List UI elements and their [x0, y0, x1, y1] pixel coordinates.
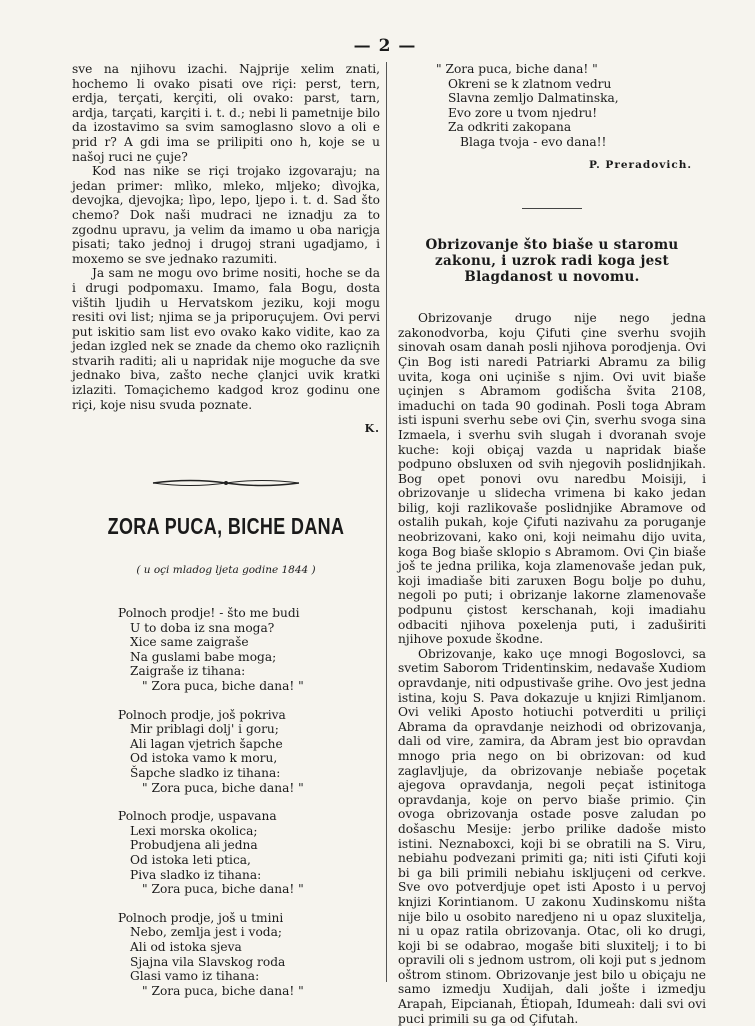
poem-line: Šapche sladko iz tihana: — [130, 765, 281, 780]
poem-refrain: " Zora puca, biche dana! " — [436, 62, 598, 76]
poem-line: Od istoka vamo k moru, — [130, 751, 278, 766]
intro-signature: K. — [364, 422, 380, 436]
poem-refrain: " Zora puca, biche dana! " — [142, 983, 304, 998]
poem-line: Polnoch prodje, još pokriva — [118, 707, 286, 722]
poem-line: Sjajna vila Slavskog roda — [130, 954, 286, 969]
poem-line: U to doba iz sna moga? — [130, 620, 275, 635]
article-title: Obrizovanje što biaše u staromu zakonu, i uzrok radi koga jest Blagdanost u novomu. — [425, 237, 679, 286]
intro-paragraph: Ja sam ne mogu ovo brime nositi, hoche se da i drugi podpomaxu. Imamo, fala Bogu, dosta vištih ljudih u Hervatskom jeziku, koji mogu resiti ovi list; njima se ja priporuçujem. Ovi pervi put iskitio sam list evo ovako kako vidite, kao za jedan izgled nek se znade da chemo oko razliçnih stvarih raditi; ali u napridak nije moguche da sve jednako biva, zašto neche çlanjci uvik kratki izlaziti. Tomaçichemo kadgod kroz godinu one riçi, koje nisu svuda poznate. — [72, 266, 380, 412]
poem-line: Xice same zaigraše — [130, 635, 249, 650]
poem-line: Na guslami babe moga; — [130, 649, 277, 664]
poem-line: Blaga tvoja - evo dana!! — [460, 134, 607, 149]
poem-refrain: " Zora puca, biche dana! " — [142, 679, 304, 693]
poem-line: Polnoch prodje, uspavana — [118, 809, 277, 824]
poem-line: Od istoka leti ptica, — [130, 852, 251, 867]
article-paragraph: Obrizovanje drugo nije nego jedna zakonodvorba, koju Çifuti çine sverhu svojih sinovah osam danah posli njihova porodjenja. Ovi Çin Bog isti naredi Patriarki Abramu za bilig uvita, koga oni uçiniše s njim. Ovi uvit biaše uçinjen s Abramom godišcha švita 2108, imaduchi on tada 90 godinah. Posli toga Abram isti ispuni sverhu sebe ovi Çin, sverhu svoga sina Izmaela, i sverhu svih slugah i dvoranah svoje kuche: koji obiçaj vazda u napridak biaše podpuno obsluxen od svih njegovih poslidnjikah. Bog opet ponovi ovu naredbu Moisiji, i obrizovanje u slidecha vrimena bi kako jedan bilig, koji razlikovaše poslidnjike Abramove od ostalih pukah, koje Çifuti nazivahu za poruganje neobrizovani, kako oni, koji neimahu dijo uvita, koga Bog biaše sklopio s Abramom. Ovi Çin biaše još te jedna prilika, koja zlamenovaše jedan puk, koji imadiaše biti zaruxen Bogu bolje po duhu, negoli po puti; i obrizanje lakornе zlamenovaše podpunu çistost kerschanah, koji imadiahu odbaciti njihova poxelenja puti, i zaduširiti njihove poxude škodne. — [398, 311, 706, 647]
poem-line: Okreni se k zlatnom vedru — [448, 76, 612, 91]
poem-title: ZORA PUCA, BICHE DANA — [107, 512, 345, 539]
poem-line: Lexi morska okolica; — [130, 823, 258, 838]
poem-line: Polnoch prodje, još u tmini — [118, 910, 284, 925]
poem-line: Glasi vamo iz tihana: — [130, 969, 260, 984]
page-number: — 2 — — [353, 36, 417, 56]
poem-stanza — [118, 606, 380, 694]
poem-refrain: " Zora puca, biche dana! " — [142, 882, 304, 897]
column-divider — [386, 62, 387, 982]
poem-line: Polnoch prodje! - što me budi — [118, 606, 300, 621]
poem-line: Slavna zemljo Dalmatinska, — [448, 91, 619, 106]
poem-line: Ali lagan vjetrich šapche — [130, 736, 283, 751]
poem-line: Ali od istoka sjeva — [130, 939, 242, 954]
intro-paragraph: sve na njihovu izachi. Najprije xelim znati, hochemo li ovako pisati ove riçi: perst, tern, erdja, terçati, kerçiti, oli ovako: parst, tarn, ardja, tarçati, karçiti i. t. d.; nebi li pametnije bilo da izostavimo sa svim samoglasno slovo a oli e prid r? A gdi ima se prilipiti ono h, koje se u našoj ruci ne çuje? — [72, 62, 380, 164]
poem-line: Evo zore u tvom njedru! — [448, 105, 598, 120]
ornament-divider — [72, 477, 380, 489]
poem-refrain: " Zora puca, biche dana! " — [142, 780, 304, 795]
poem-line: Nebo, zemlja jest i voda; — [130, 925, 282, 940]
poem-line: Zaigraše iz tihana: — [130, 664, 246, 679]
poem-line: Za odkriti zakopana — [448, 120, 572, 135]
poem-line: Probudjena ali jedna — [130, 838, 258, 853]
poem-stanza — [118, 809, 380, 897]
poem-stanza — [118, 911, 380, 999]
poem-signature: P. Preradovich. — [588, 158, 692, 171]
poem-final-stanza — [436, 62, 706, 150]
section-divider — [522, 208, 582, 209]
article-paragraph: Obrizovanje, kako uçe mnogi Bogoslovci, sa svetim Saborom Tridentinskim, nedavaše Xudiom opravdanje, niti odpustivaše grihe. Ovo jest jedna istina, koju S. Pava dokazuje u knjizi Rimljanom. Ovi veliki Aposto hotiuchi potverditi u priliçi Abrama da opravdanje neizhodi od obrizovanja, dali od vire, zamira, da Abram jest bio opravdan mnogo pria nego on bi obrizovan: od kud zaglavljuje, da obrizovanje nebiaše poçetak ajegova opravdanja, negoli peçat istinitoga opravdanja, koje on pervo biaše primio. Çin ovoga obrizovanja ostade posve zaludan po došaschu Mesije: jerbo prilike dadoše misto istini. Neznaboxci, koji bi se obratili na S. Viru, nebiahu podvezani primiti ga; niti isti Çifuti koji bi ga bili primili nebiahu iskljuçeni od cerkve. Sve ovo potverdjuje opet isti Aposto i u pervoj knjizi Korintianom. U zakonu Xudinskomu ništa nije bilo u osobito naredjeno ni u opaz sluxitelja, ni u opaz ratila obrizovanja. Otac, oli ko drugi, koji bi se odabrao, mogaše biti sluxitelj; i to bi opravili oli s jednom ustrom, oli koji put s jednom oštrom stinom. Obrizovanje jest bilo u obiçaju ne samo izmedju Xudijah, dali jošte i izmedju Arapah, Eipcianah, Étiopah, Idumeah: dali svi ovi puci primili su ga od Çifutah. — [398, 646, 706, 1026]
poem-line: Piva sladko iz tihana: — [130, 867, 262, 882]
intro-paragraph: Kod nas nike se riçi trojako izgovaraju; na jedan primer: mlìko, mleko, mljeko; dìvojka, devojka, djevojka; lìpo, lepo, ljepo i. t. d. Sad što chemo? Dok naši mudraci ne iznadju za to zgodnu upravu, ja velim da imamo u oba nariçja pisati; tako jednoj i drugoj strani ugadjamo, i moxemo se sve jednako razumiti. — [72, 164, 380, 266]
right-column — [398, 62, 706, 1026]
left-column — [72, 62, 380, 1012]
poem-line: Mir priblagi dolj' i goru; — [130, 722, 279, 737]
poem-stanza — [118, 708, 380, 796]
poem-dedication: ( u oçi mladog ljeta godine 1844 ) — [136, 564, 316, 577]
